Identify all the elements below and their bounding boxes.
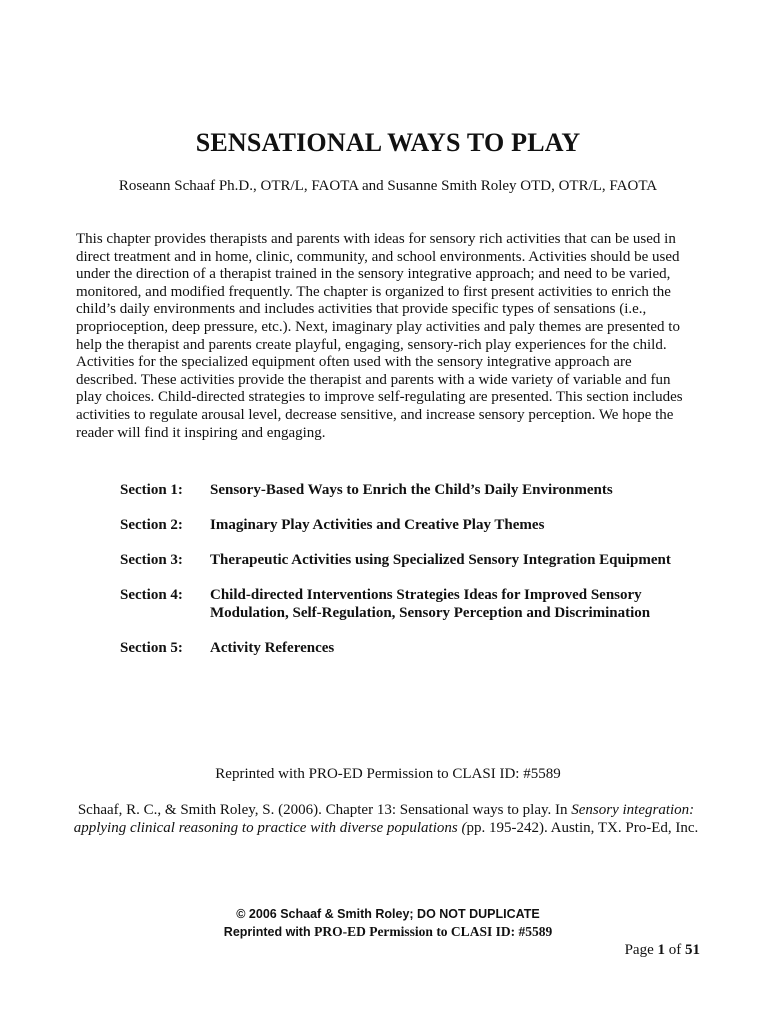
abstract-paragraph: This chapter provides therapists and parents with ideas for sensory rich activities that can be used in direct treatment and in home, clinic, community, and school environments. Activities should be used under the direction of a therapist trained in the sensory integrative approach; and need to be varied, monitored, and modified frequently. The chapter is organized to first present activities to enrich the child’s daily environments and includes activities that provide specific types of sensations (i.e., proprioception, deep pressure, etc.). Next, imaginary play activities and paly themes are presented to help the therapist and parents create playful, engaging, sensory-rich play experiences for the child. Activities for the specialized equipment often used with the sensory integrative approach are described. These activities provide the therapist and parents with a wide variety of variable and fun play choices. Child-directed strategies to improve self-regulating are presented. This section includes activities to regulate arousal level, decrease sensitive, and increase sensory perception. We hope the reader will find it inspiring and engaging.: [76, 231, 683, 441]
section-item-3: [120, 551, 720, 569]
page-total: 51: [685, 942, 700, 958]
section-title: Therapeutic Activities using Specialized Sensory Integration Equipment: [210, 552, 671, 568]
section-title: Child-directed Interventions Strategies Ideas for Improved Sensory Modulation, Self-Regulation, Sensory Perception and Discrimination: [210, 587, 651, 621]
section-number: Section 1:: [120, 482, 183, 498]
citation: [72, 801, 700, 837]
section-list: [120, 481, 720, 657]
section-number: Section 2:: [120, 517, 183, 533]
section-number: Section 3:: [120, 552, 183, 568]
citation-text: Schaaf, R. C., & Smith Roley, S. (2006). Chapter 13: Sensational ways to play. In: [77, 802, 572, 818]
page-footer: [0, 906, 768, 941]
section-title: Imaginary Play Activities and Creative Play Themes: [210, 517, 545, 533]
footer-reprint-rest: PRO-ED Permission to CLASI ID: #5589: [314, 924, 553, 939]
section-title: Activity References: [210, 640, 335, 656]
citation-pages: pp. 195-242). Austin, TX. Pro-Ed, Inc.: [466, 820, 699, 836]
page-number: [625, 942, 700, 959]
section-item-1: [120, 481, 720, 499]
section-item-5: [120, 639, 720, 657]
footer-reprint-prefix: Reprinted with: [223, 925, 315, 939]
section-title: Sensory-Based Ways to Enrich the Child’s Daily Environments: [210, 482, 613, 498]
citation-book-title: Sensory integration: applying clinical reasoning to practice with diverse populations (: [73, 802, 695, 836]
page-of: of: [665, 942, 685, 958]
document-title: SENSATIONAL WAYS TO PLAY: [195, 128, 581, 157]
document-authors: Roseann Schaaf Ph.D., OTR/L, FAOTA and Susanne Smith Roley OTD, OTR/L, FAOTA: [118, 178, 658, 194]
section-number: Section 4:: [120, 587, 183, 603]
reprint-notice: Reprinted with PRO-ED Permission to CLASI ID: #5589: [215, 766, 561, 782]
page-label: Page: [624, 942, 658, 958]
section-item-4: [120, 586, 720, 622]
footer-copyright: © 2006 Schaaf & Smith Roley; DO NOT DUPLICATE: [236, 907, 540, 921]
footer-reprint: [0, 923, 768, 941]
section-item-2: [120, 516, 720, 534]
page-current: 1: [657, 942, 665, 958]
section-number: Section 5:: [120, 640, 183, 656]
